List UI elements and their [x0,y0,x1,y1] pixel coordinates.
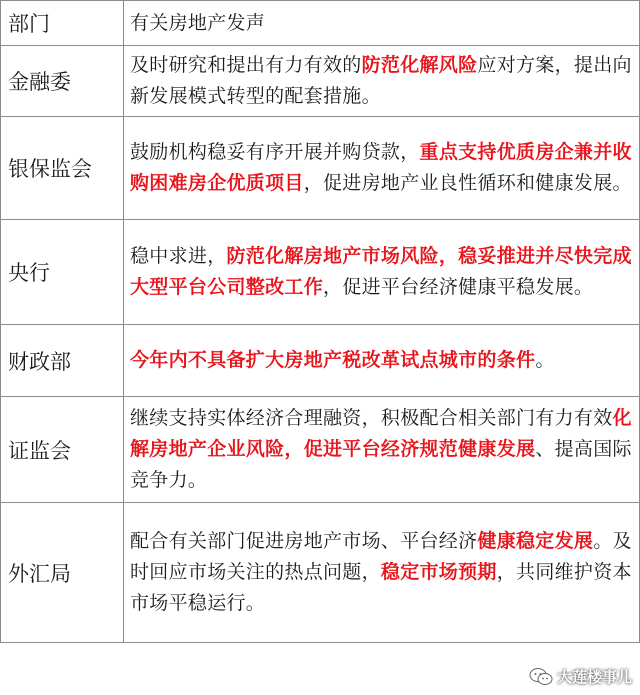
row-dept: 证监会 [1,397,124,503]
statement-text: 鼓励机构稳妥有序开展并购贷款， [130,141,420,163]
highlight-text: 今年内不具备扩大房地产税改革试点城市的条件 [130,349,536,371]
table-row [1,46,640,117]
highlight-text: 重点支持优质房企兼并收购困难房企优质项目 [130,141,632,194]
table-row [1,325,640,397]
table-row [1,397,640,503]
statement-text: 配合有关部门促进房地产市场、平台经济 [130,530,478,552]
statement-text: 稳中求进， [130,245,227,267]
highlight-text: 防范化解风险 [361,54,478,76]
row-statement [124,46,640,117]
statement-text: 及时研究和提出有力有效的 [130,54,362,76]
row-dept: 银保监会 [1,117,124,220]
table-row [1,503,640,643]
statement-text: ，共同维护资本市场平稳运行。 [130,561,632,614]
statement-text: 应对方案，提出向新发展模式转型的配套措施。 [130,54,632,107]
row-dept: 财政部 [1,325,124,397]
highlight-text: 健康稳定发展 [477,530,594,552]
highlight-text: 稳定市场预期 [380,561,497,583]
table-row [1,117,640,220]
row-statement [124,503,640,643]
statement-text: ，促进平台经济健康平稳发展。 [323,276,594,298]
row-statement [124,117,640,220]
row-statement [124,397,640,503]
table-header-row [1,1,640,46]
highlight-text: 化解房地产企业风险，促进平台经济规范健康发展 [130,407,632,460]
statement-text: 继续支持实体经济合理融资，积极配合相关部门有力有效 [130,407,613,429]
row-statement [124,325,640,397]
table-row [1,220,640,325]
statement-text: 。 [535,349,555,371]
watermark-text: 大莲楼事儿 [556,668,632,686]
highlight-text: 防范化解房地产市场风险，稳妥推进并尽快完成大型平台公司整改工作 [130,245,632,298]
statement-text: 、提高国际竞争力。 [130,438,632,491]
wechat-icon [529,667,553,687]
row-dept: 央行 [1,220,124,325]
statement-text: ，促进房地产业良性循环和健康发展。 [303,172,632,194]
header-dept: 部门 [1,1,124,46]
watermark [529,666,632,687]
row-statement [124,220,640,325]
row-dept: 金融委 [1,46,124,117]
statement-text: 。及时回应市场关注的热点问题， [130,530,632,583]
header-statement: 有关房地产发声 [124,1,640,46]
row-dept: 外汇局 [1,503,124,643]
